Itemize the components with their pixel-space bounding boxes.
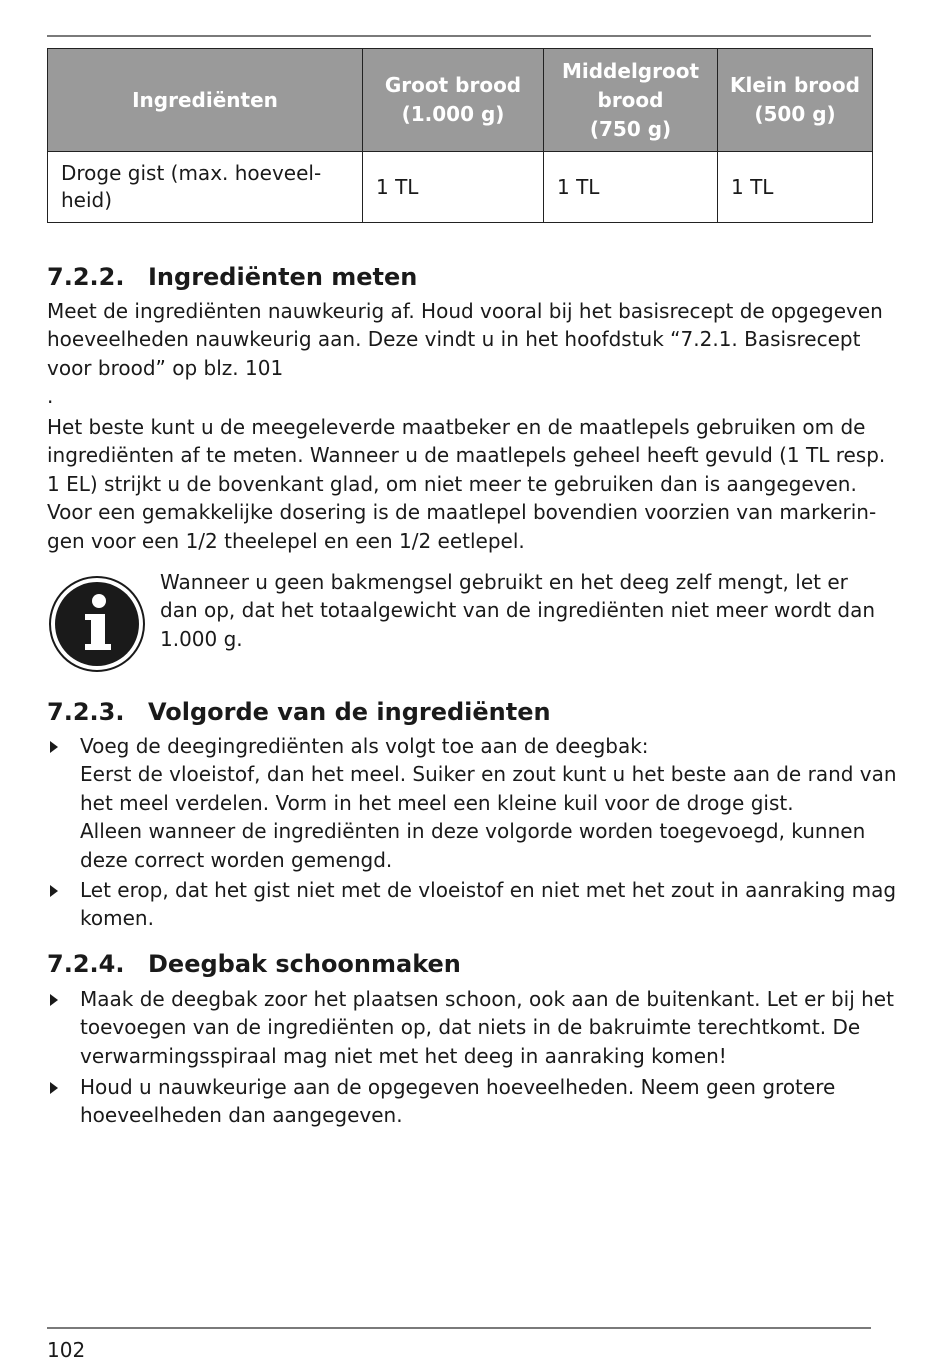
heading-7-2-3 <box>47 697 551 727</box>
paragraph-measure-spoons: Het beste kunt u de meegeleverde maatbeker en de maatlepels gebruiken om de ingrediënten af te meten. Wanneer u de maatlepels geheel heeft gevuld (1 TL resp. 1 EL) strijkt u de bovenkant glad, om niet meer te gebruiken dan is aangegeven. Voor een gemakkelijke dosering is de maatlepel bovendien voorzien van markerin- gen voor een 1/2 theelepel en een 1/2 eetlepel. <box>47 415 886 553</box>
table-header-row <box>48 49 873 152</box>
cell-ingredient: Droge gist (max. hoeveel- heid) <box>48 152 363 223</box>
bullet-arrow-icon <box>49 1082 59 1094</box>
header-middelgroot-brood: Middelgroot brood (750 g) <box>544 49 718 152</box>
heading-title: Volgorde van de ingrediënten <box>148 698 551 726</box>
table-row <box>48 152 873 223</box>
cell-groot: 1 TL <box>363 152 544 223</box>
heading-title: Ingrediënten meten <box>148 263 418 291</box>
cell-klein: 1 TL <box>718 152 873 223</box>
heading-number: 7.2.2. <box>47 263 125 291</box>
page-number: 102 <box>47 1338 86 1362</box>
heading-7-2-4 <box>47 949 461 979</box>
heading-number: 7.2.3. <box>47 698 125 726</box>
heading-title: Deegbak schoonmaken <box>148 950 461 978</box>
paragraph-measure-intro: Meet de ingrediënten nauwkeurig af. Houd vooral bij het basisrecept de opgegeven hoeveelheden nauwkeurig aan. Deze vindt u in het hoofdstuk “7.2.1. Basisrecept voor brood” op blz. 101 . <box>47 299 883 409</box>
bullet-arrow-icon <box>49 741 59 753</box>
header-klein-brood: Klein brood (500 g) <box>718 49 873 152</box>
header-groot-brood: Groot brood (1.000 g) <box>363 49 544 152</box>
info-note: Wanneer u geen bakmengsel gebruikt en het deeg zelf mengt, let er dan op, dat het totaalgewicht van de ingrediënten niet meer wordt dan 1.000 g. <box>160 570 876 651</box>
bullet-arrow-icon <box>49 994 59 1006</box>
header-ingredients: Ingrediënten <box>48 49 363 152</box>
heading-7-2-2 <box>47 262 417 292</box>
bullet-arrow-icon <box>49 885 59 897</box>
info-icon <box>49 576 145 672</box>
cell-middelgroot: 1 TL <box>544 152 718 223</box>
list-item: Maak de deegbak zoor het plaatsen schoon, ook aan de buitenkant. Let er bij het toevoegen van de ingrediënten op, dat niets in de bakruimte terechtkomt. De verwarmingsspiraal mag niet met het deeg in aanraking komen! <box>47 985 877 1070</box>
list-item: Voeg de deegingrediënten als volgt toe aan de deegbak: Eerst de vloeistof, dan het meel. Suiker en zout kunt u het beste aan de rand van het meel verdelen. Vorm in het meel een kleine kuil voor de droge gist. Alleen wanneer de ingrediënten in deze volgorde worden toegevoegd, kunnen deze correct worden gemengd. <box>47 732 877 874</box>
top-rule <box>47 35 871 37</box>
heading-number: 7.2.4. <box>47 950 125 978</box>
list-item: Let erop, dat het gist niet met de vloeistof en niet met het zout in aanraking mag komen. <box>47 876 877 933</box>
ingredients-table <box>47 48 873 223</box>
bottom-rule <box>47 1327 871 1329</box>
list-item: Houd u nauwkeurige aan de opgegeven hoeveelheden. Neem geen grotere hoeveelheden dan aangegeven. <box>47 1073 877 1130</box>
